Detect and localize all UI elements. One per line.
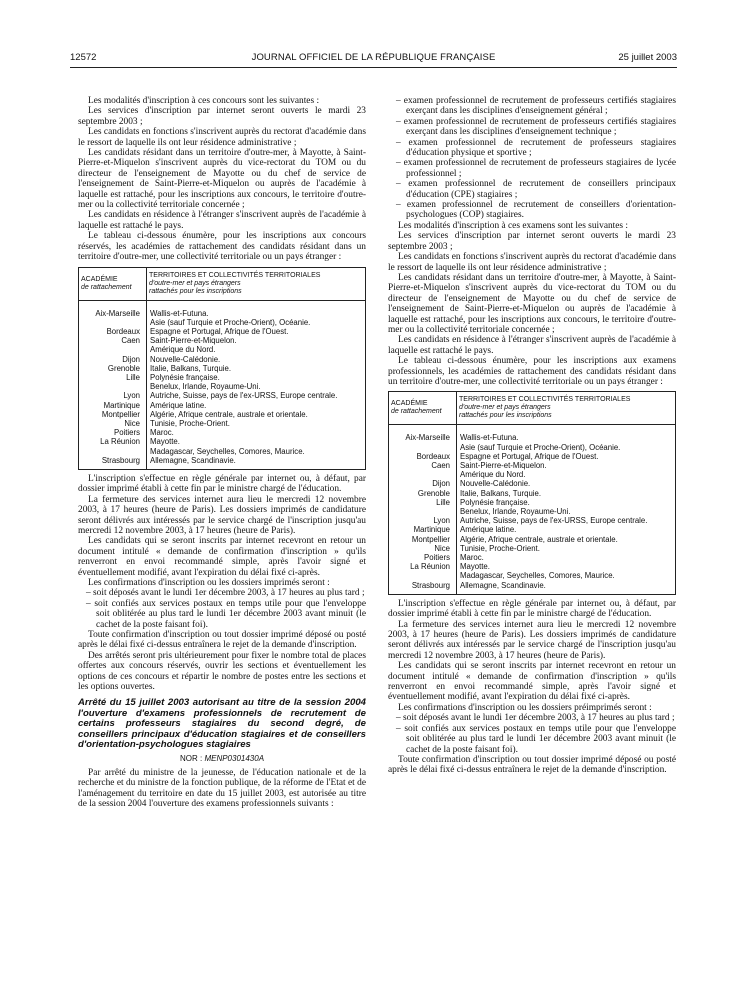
territoires-cell: Tunisie, Proche-Orient. (147, 419, 366, 428)
territoires-cell: Nouvelle-Calédonie. (457, 479, 676, 488)
table-row (389, 461, 676, 479)
table-body (79, 300, 366, 469)
paragraph: L'inscription s'effectue en règle générale par internet ou, à défaut, par dossier imprimé établi à cette fin par le ministre chargé de l'éducation. (388, 598, 676, 620)
academie-cell: Lille (389, 498, 457, 516)
paragraph: Les modalités d'inscription à ces concours sont les suivantes : (88, 96, 320, 106)
paragraph: Les services d'inscription par internet seront ouverts le mardi 23 septembre 2003 ; (78, 106, 366, 127)
territoires-cell: Autriche, Suisse, pays de l'ex-URSS, Europe centrale. (147, 391, 366, 400)
table-row (389, 452, 676, 461)
header-academie-subtitle: de rattachement (391, 408, 442, 416)
list-item: – examen professionnel de recrutement de conseillers d'orientation-psychologues (COP) stagiaires. (396, 200, 676, 221)
table-row (79, 373, 366, 391)
header-academie-title: ACADÉMIE (391, 400, 428, 408)
paragraph: L'inscription s'effectue en règle générale par internet ou, à défaut, par dossier imprimé établi à cette fin par le ministre chargé de l'éducation. (78, 473, 366, 495)
header-territoires-subtitle: rattachés pour les inscriptions (459, 412, 552, 420)
academie-cell: Caen (79, 336, 147, 354)
academie-cell: Lyon (79, 391, 147, 400)
header-academie-title: ACADÉMIE (81, 275, 118, 283)
table-row (389, 479, 676, 488)
table-row (389, 498, 676, 516)
territoires-cell: Algérie, Afrique centrale, australe et orientale. (457, 535, 676, 544)
territoires-cell: Italie, Balkans, Turquie. (457, 489, 676, 498)
journal-title: JOURNAL OFFICIEL DE LA RÉPUBLIQUE FRANÇAISE (251, 52, 496, 63)
academie-cell: Bordeaux (389, 452, 457, 461)
list-item: – examen professionnel de recrutement de professeurs stagiaires d'éducation physique et sportive ; (396, 137, 676, 159)
table-row (79, 355, 366, 364)
territoires-cell: Autriche, Suisse, pays de l'ex-URSS, Europe centrale. (457, 516, 676, 525)
table-row (79, 419, 366, 428)
table-row (389, 516, 676, 525)
academie-cell: Aix-Marseille (389, 425, 457, 452)
paragraph: Le tableau ci-dessous énumère, pour les inscriptions aux examens professionnels, les académies de rattachement des candidats résidant dans un territoire d'outre-mer, une collectivité territoriale ou un pays étranger : (388, 356, 676, 387)
header-rule (70, 67, 677, 68)
territoires-cell: Tunisie, Proche-Orient. (457, 544, 676, 553)
table-row (79, 336, 366, 354)
academie-cell: La Réunion (389, 562, 457, 580)
header-territoires-subtitle: d'outre-mer et pays étrangers (459, 404, 551, 412)
table-body (389, 425, 676, 594)
page-header (70, 52, 677, 66)
right-column (388, 96, 676, 776)
header-territoires (457, 392, 676, 425)
territoires-cell: Wallis-et-Futuna. Asie (sauf Turquie et Proche-Orient), Océanie. (147, 300, 366, 327)
paragraph: Les candidats qui se seront inscrits par internet recevront en retour un document intitulé « demande de confirmation d'inscription » qu'ils renverront en envoi recommandé simple, après l'avoir signé et éventuellement modifié, avant l'expiration du délai fixé ci-après. (78, 536, 366, 578)
academie-cell: La Réunion (79, 437, 147, 455)
header-territoires-title: TERRITOIRES ET COLLECTIVITÉS TERRITORIALES (459, 396, 631, 404)
header-academie-subtitle: de rattachement (81, 283, 132, 291)
academie-cell: Grenoble (389, 489, 457, 498)
table-row (79, 456, 366, 470)
territoires-cell: Espagne et Portugal, Afrique de l'Ouest. (147, 327, 366, 336)
territoires-cell: Polynésie française. Benelux, Irlande, Royaume-Uni. (457, 498, 676, 516)
territoires-cell: Amérique latine. (147, 401, 366, 410)
rattachement-table-examens (388, 391, 676, 594)
header-territoires-title: TERRITOIRES ET COLLECTIVITÉS TERRITORIALES (149, 271, 321, 279)
list-item: – examen professionnel de recrutement de professeurs stagiaires de lycée professionnel ; (396, 158, 676, 179)
paragraph: Les candidats en résidence à l'étranger s'inscrivent auprès de l'académie à laquelle est rattaché le pays. (78, 210, 366, 231)
academie-cell: Martinique (389, 525, 457, 534)
territoires-cell: Wallis-et-Futuna. Asie (sauf Turquie et Proche-Orient), Océanie. (457, 425, 676, 452)
academie-cell: Bordeaux (79, 327, 147, 336)
territoires-cell: Polynésie française. Benelux, Irlande, Royaume-Uni. (147, 373, 366, 391)
academie-cell: Dijon (389, 479, 457, 488)
paragraph: Des arrêtés seront pris ultérieurement pour fixer le nombre total de places offertes aux concours réservés, ouvrir les sections et éventuellement les options de ces concours et répartir le nombre de postes entre les sections et les options ouvertes. (78, 650, 366, 693)
header-territoires-subtitle: rattachés pour les inscriptions (149, 287, 242, 295)
table-header-row (79, 267, 366, 300)
paragraph: Les candidats résidant dans un territoire d'outre-mer, à Mayotte, à Saint-Pierre-et-Miquelon s'inscrivent auprès du vice-rectorat du TOM ou du directeur de l'enseignement de Mayotte ou du chef de service de l'enseignement de Saint-Pierre-et-Miquelon ou auprès de l'académie à laquelle est rattaché, pour les inscriptions aux concours, le territoire d'outre-mer ou la collectivité territoriale concernée ; (78, 148, 366, 211)
paragraph: Les candidats résidant dans un territoire d'outre-mer, à Mayotte, à Saint-Pierre-et-Miquelon s'inscrivent auprès du vice-rectorat du TOM ou du directeur de l'enseignement de Mayotte ou du chef de service de l'enseignement de Saint-Pierre-et-Miquelon ou auprès de l'académie à laquelle est rattaché, pour les inscriptions aux concours, le territoire d'outre-mer ou la collectivité territoriale concernée ; (388, 272, 676, 335)
paragraph: Les candidats en fonctions s'inscrivent auprès du rectorat d'académie dans le ressort de laquelle ils ont leur résidence administrative ; (388, 252, 676, 273)
table-row (79, 401, 366, 410)
table-row (389, 489, 676, 498)
territoires-cell: Mayotte. Madagascar, Seychelles, Comores, Maurice. (147, 437, 366, 455)
rattachement-table-concours (78, 267, 366, 470)
territoires-cell: Espagne et Portugal, Afrique de l'Ouest. (457, 452, 676, 461)
academie-cell: Strasbourg (389, 581, 457, 595)
table-row (389, 535, 676, 544)
academie-cell: Nice (79, 419, 147, 428)
territoires-cell: Algérie, Afrique centrale, australe et orientale. (147, 410, 366, 419)
table-row (79, 410, 366, 419)
academie-cell: Martinique (79, 401, 147, 410)
academie-cell: Lille (79, 373, 147, 391)
table-row (389, 562, 676, 580)
academie-cell: Caen (389, 461, 457, 479)
nor-code: MENP0301430A (204, 753, 265, 763)
territoires-cell: Nouvelle-Calédonie. (147, 355, 366, 364)
list-item: – soit déposés avant le lundi 1er décembre 2003, à 17 heures au plus tard ; (86, 588, 365, 599)
academie-cell: Strasbourg (79, 456, 147, 470)
table-header-row (389, 392, 676, 425)
academie-cell: Poitiers (389, 553, 457, 562)
table-row (79, 327, 366, 336)
issue-date: 25 juillet 2003 (618, 52, 677, 63)
table-row (389, 425, 676, 452)
list-item: – soit confiés aux services postaux en temps utile pour que l'enveloppe soit oblitérée au plus tard le lundi 1er décembre 2003 avant minuit (le cachet de la poste faisant foi). (396, 723, 676, 755)
paragraph: Les services d'inscription par internet seront ouverts le mardi 23 septembre 2003 ; (388, 231, 676, 252)
territoires-cell: Allemagne, Scandinavie. (147, 456, 366, 470)
paragraph: Toute confirmation d'inscription ou tout dossier imprimé déposé ou posté après le délai fixé ci-dessus entraînera le rejet de la demande d'inscription. (78, 630, 366, 651)
territoires-cell: Saint-Pierre-et-Miquelon. Amérique du Nord. (457, 461, 676, 479)
list-item: – examen professionnel de recrutement de professeurs certifiés stagiaires exerçant dans les disciplines d'enseignement technique ; (396, 116, 676, 138)
list-item: – examen professionnel de recrutement de conseillers principaux d'éducation (CPE) stagiaires ; (396, 179, 676, 200)
territoires-cell: Italie, Balkans, Turquie. (147, 364, 366, 373)
header-territoires (147, 267, 366, 300)
header-territoires-subtitle: d'outre-mer et pays étrangers (149, 279, 241, 287)
paragraph: La fermeture des services internet aura lieu le mercredi 12 novembre 2003, à 17 heures (heure de Paris). Les dossiers imprimés de candidature seront délivrés aux intéressés par le service chargé de l'inscription jusqu'au mercredi 12 novembre 2003, à 17 heures (heure de Paris). (78, 494, 366, 536)
paragraph: Les modalités d'inscription à ces examens sont les suivantes : (398, 220, 629, 231)
academie-cell: Montpellier (389, 535, 457, 544)
table-row (389, 525, 676, 534)
table-row (79, 300, 366, 327)
list-item: – soit confiés aux services postaux en temps utile pour que l'enveloppe soit oblitérée au plus tard le lundi 1er décembre 2003 avant minuit (le cachet de la poste faisant foi). (86, 598, 366, 630)
territoires-cell: Allemagne, Scandinavie. (457, 581, 676, 595)
paragraph: Les candidats qui se seront inscrits par internet recevront en retour un document intitulé « demande de confirmation d'inscription » qu'ils renverront en envoi recommandé simple, après l'avoir signé et éventuellement modifié, avant l'expiration du délai fixé ci-après. (388, 661, 676, 703)
nor-reference (78, 754, 366, 764)
territoires-cell: Amérique latine. (457, 525, 676, 534)
list-item: – soit déposés avant le lundi 1er décembre 2003, à 17 heures au plus tard ; (396, 713, 675, 724)
table-row (79, 428, 366, 437)
arrete-title: Arrêté du 15 juillet 2003 autorisant au titre de la session 2004 l'ouverture d'examens professionnels de recrutement de certains professeurs stagiaires du second degré, de conseillers principaux d'éducation stagiaires et de conseillers d'orientation-psychologues stagiaires (78, 697, 366, 751)
academie-cell: Nice (389, 544, 457, 553)
academie-cell: Aix-Marseille (79, 300, 147, 327)
territoires-cell: Maroc. (457, 553, 676, 562)
territoires-cell: Maroc. (147, 428, 366, 437)
table-row (389, 553, 676, 562)
territoires-cell: Saint-Pierre-et-Miquelon. Amérique du Nord. (147, 336, 366, 354)
table-row (389, 544, 676, 553)
paragraph: La fermeture des services internet aura lieu le mercredi 12 novembre 2003, à 17 heures (heure de Paris). Les dossiers imprimés de candidature seront délivrés aux intéressés par le service chargé de l'inscription jusqu'au mercredi 12 novembre 2003, à 17 heures (heure de Paris). (388, 619, 676, 661)
paragraph: Le tableau ci-dessous énumère, pour les inscriptions aux concours réservés, les académies de rattachement des candidats résidant dans un territoire d'outre-mer, une collectivité territoriale ou un pays étranger : (78, 231, 366, 263)
list-item: – examen professionnel de recrutement de professeurs certifiés stagiaires exerçant dans les disciplines d'enseignement général ; (396, 96, 676, 117)
table-row (79, 364, 366, 373)
paragraph: Par arrêté du ministre de la jeunesse, de l'éducation nationale et de la recherche et du ministre de la fonction publique, de la réforme de l'Etat et de l'aménagement du territoire en date du 15 juillet 2003, est autorisée au titre de la session 2004 l'ouverture des examens professionnels suivants : (78, 767, 366, 810)
nor-label: NOR : (179, 753, 203, 763)
paragraph: Les confirmations d'inscription ou les dossiers préimprimés seront : (398, 702, 652, 713)
paragraph: Les candidats en résidence à l'étranger s'inscrivent auprès de l'académie à laquelle est rattaché le pays. (388, 335, 676, 356)
table-row (79, 437, 366, 455)
left-column (78, 96, 366, 810)
paragraph: Toute confirmation d'inscription ou tout dossier imprimé déposé ou posté après le délai fixé ci-dessus entraînera le rejet de la demande d'inscription. (388, 754, 676, 776)
territoires-cell: Mayotte. Madagascar, Seychelles, Comores, Maurice. (457, 562, 676, 580)
table-row (79, 391, 366, 400)
academie-cell: Lyon (389, 516, 457, 525)
academie-cell: Poitiers (79, 428, 147, 437)
paragraph: Les candidats en fonctions s'inscrivent auprès du rectorat d'académie dans le ressort de laquelle ils ont leur résidence administrative ; (78, 127, 366, 148)
table-row (389, 581, 676, 595)
page-number: 12572 (70, 52, 97, 63)
paragraph: Les confirmations d'inscription ou les dossiers imprimés seront : (88, 578, 330, 589)
header-academie (79, 267, 147, 300)
header-academie (389, 392, 457, 425)
academie-cell: Montpellier (79, 410, 147, 419)
academie-cell: Grenoble (79, 364, 147, 373)
academie-cell: Dijon (79, 355, 147, 364)
